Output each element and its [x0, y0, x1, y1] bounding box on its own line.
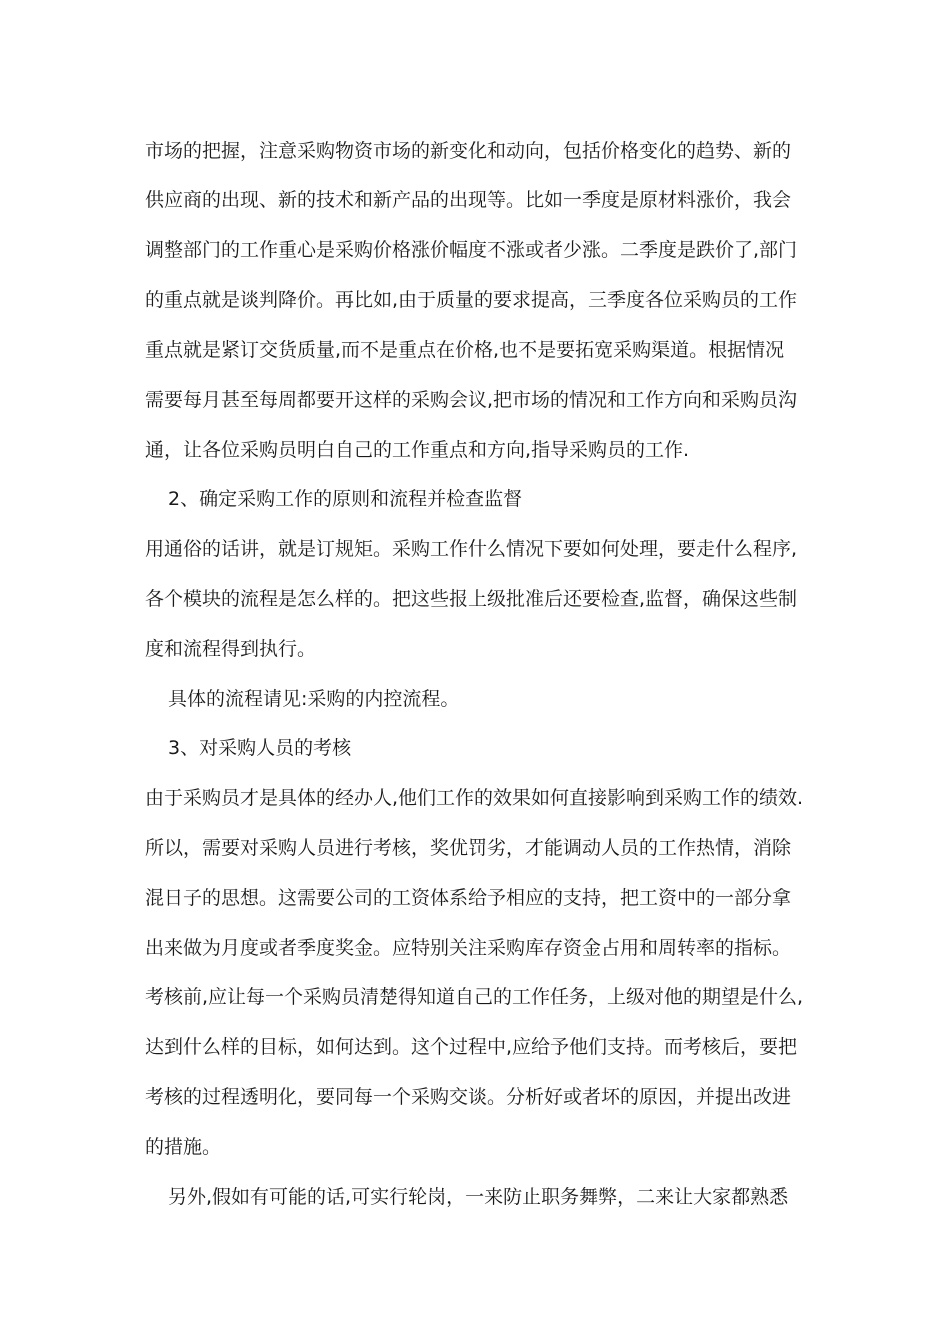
paragraph-line-17: 出来做为月度或者季度奖金。应特别关注采购库存资金占用和周转率的指标。 — [145, 937, 792, 959]
paragraph-line-1: 市场的把握，注意采购物资市场的新变化和动向，包括价格变化的趋势、新的 — [145, 140, 792, 162]
paragraph-line-16: 混日子的思想。这需要公司的工资体系给予相应的支持，把工资中的一部分拿 — [145, 887, 792, 909]
paragraph-line-19: 达到什么样的目标，如何达到。这个过程中,应给予他们支持。而考核后，要把 — [145, 1036, 798, 1058]
paragraph-line-22: 另外,假如有可能的话,可实行轮岗，一来防止职务舞弊，二来让大家都熟悉 — [168, 1186, 789, 1208]
paragraph-line-6: 需要每月甚至每周都要开这样的采购会议,把市场的情况和工作方向和采购员沟 — [145, 389, 798, 411]
paragraph-line-3: 调整部门的工作重心是采购价格涨价幅度不涨或者少涨。二季度是跌价了,部门 — [145, 239, 798, 261]
paragraph-line-21: 的措施。 — [145, 1136, 222, 1158]
paragraph-line-11: 度和流程得到执行。 — [145, 638, 317, 660]
paragraph-line-7: 通，让各位采购员明白自己的工作重点和方向,指导采购员的工作. — [145, 439, 690, 461]
paragraph-line-2: 供应商的出现、新的技术和新产品的出现等。比如一季度是原材料涨价，我会 — [145, 189, 792, 211]
paragraph-line-9: 用通俗的话讲，就是订规矩。采购工作什么情况下要如何处理，要走什么程序, — [145, 538, 798, 560]
paragraph-line-12: 具体的流程请见:采购的内控流程。 — [168, 688, 460, 710]
paragraph-line-15: 所以，需要对采购人员进行考核，奖优罚劣，才能调动人员的工作热情，消除 — [145, 837, 792, 859]
section-heading-2: 2、确定采购工作的原则和流程并检查监督 — [168, 488, 523, 510]
paragraph-line-10: 各个模块的流程是怎么样的。把这些报上级批准后还要检查,监督，确保这些制 — [145, 588, 798, 610]
paragraph-line-14: 由于采购员才是具体的经办人,他们工作的效果如何直接影响到采购工作的绩效. — [145, 787, 804, 809]
section-heading-3: 3、对采购人员的考核 — [168, 737, 352, 759]
paragraph-line-18: 考核前,应让每一个采购员清楚得知道自己的工作任务，上级对他的期望是什么, — [145, 986, 804, 1008]
paragraph-line-5: 重点就是紧订交货质量,而不是重点在价格,也不是要拓宽采购渠道。根据情况 — [145, 339, 785, 361]
paragraph-line-4: 的重点就是谈判降价。再比如,由于质量的要求提高，三季度各位采购员的工作 — [145, 289, 798, 311]
paragraph-line-20: 考核的过程透明化，要同每一个采购交谈。分析好或者坏的原因，并提出改进 — [145, 1086, 792, 1108]
